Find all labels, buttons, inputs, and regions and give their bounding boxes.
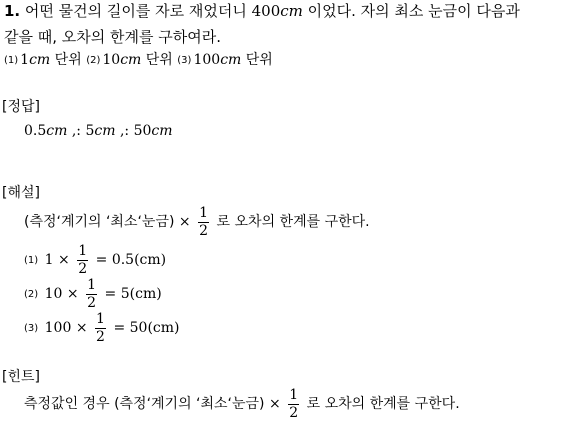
explanation-step-1: (1) 1 × $\frac{1}{2}$ = 0.5(cm) <box>24 243 167 277</box>
step-mark: (3) <box>24 323 39 335</box>
answer-2: 5cm ,: <box>85 123 130 139</box>
fraction: $\frac{1}{2}$ <box>78 243 88 277</box>
hint-lead: 측정값인 경우 <box>24 396 110 413</box>
step-result: = 5(cm) <box>104 286 162 303</box>
step-mark: (1) <box>24 255 39 267</box>
option-mark: (1) <box>4 55 19 66</box>
fraction: $\frac{1}{2}$ <box>87 277 97 311</box>
fraction: $\frac{1}{2}$ <box>289 387 299 421</box>
option-3: (3) 100cm 단위 <box>177 52 273 68</box>
problem-line-1 <box>4 4 520 19</box>
option-mark: (2) <box>86 55 101 66</box>
hint-rule-suffix: 로 오차의 한계를 구한다. <box>306 396 460 413</box>
hint-rule <box>24 388 460 420</box>
answer-heading: [정답] <box>2 99 40 115</box>
problem-number: 1. <box>4 2 21 20</box>
hint-heading: [힌트] <box>2 369 40 385</box>
fraction-denominator: 2 <box>199 222 209 239</box>
answer-1: 0.5cm ,: <box>24 123 82 139</box>
rule-suffix: 로 오차의 한계를 구한다. <box>216 214 370 231</box>
fraction: $\frac{1}{2}$ <box>96 311 105 345</box>
explanation-heading: [해설] <box>2 185 40 201</box>
explanation-step-2: (2) 10 × $\frac{1}{2}$ = 5(cm) <box>24 277 162 311</box>
answer-line <box>24 124 173 138</box>
problem-text-1b: 이었다. 자의 최소 눈금이 다음과 <box>302 2 520 20</box>
explanation-step-3: (3) 100 × $\frac{1}{2}$ = 50(cm) <box>24 311 180 345</box>
problem-value: 400 <box>251 2 281 20</box>
fraction-numerator: 1 <box>199 205 209 221</box>
step-result: = 0.5(cm) <box>95 252 167 269</box>
times-sign: × <box>268 396 281 413</box>
option-mark: (3) <box>177 55 192 66</box>
option-2: (2) 10cm 단위 <box>86 52 173 68</box>
problem-unit: cm <box>280 2 303 20</box>
fraction <box>198 206 209 238</box>
problem-line-2: 같을 때, 오차의 한계를 구하여라. <box>4 28 221 46</box>
explanation-rule <box>24 206 370 238</box>
answer-3: 50cm <box>133 123 173 139</box>
step-result: = 50(cm) <box>113 320 180 337</box>
option-1: (1) 1cm 단위 <box>4 52 82 68</box>
times-sign: × <box>178 214 191 231</box>
rule-prefix: (측정‘계기의 ‘최소‘눈금) <box>24 214 175 231</box>
options-line <box>4 53 273 67</box>
hint-rule-prefix: (측정‘계기의 ‘최소‘눈금) <box>114 396 265 413</box>
problem-text-1: 어떤 물건의 길이를 자로 재었더니 <box>24 2 252 20</box>
step-mark: (2) <box>24 289 39 301</box>
